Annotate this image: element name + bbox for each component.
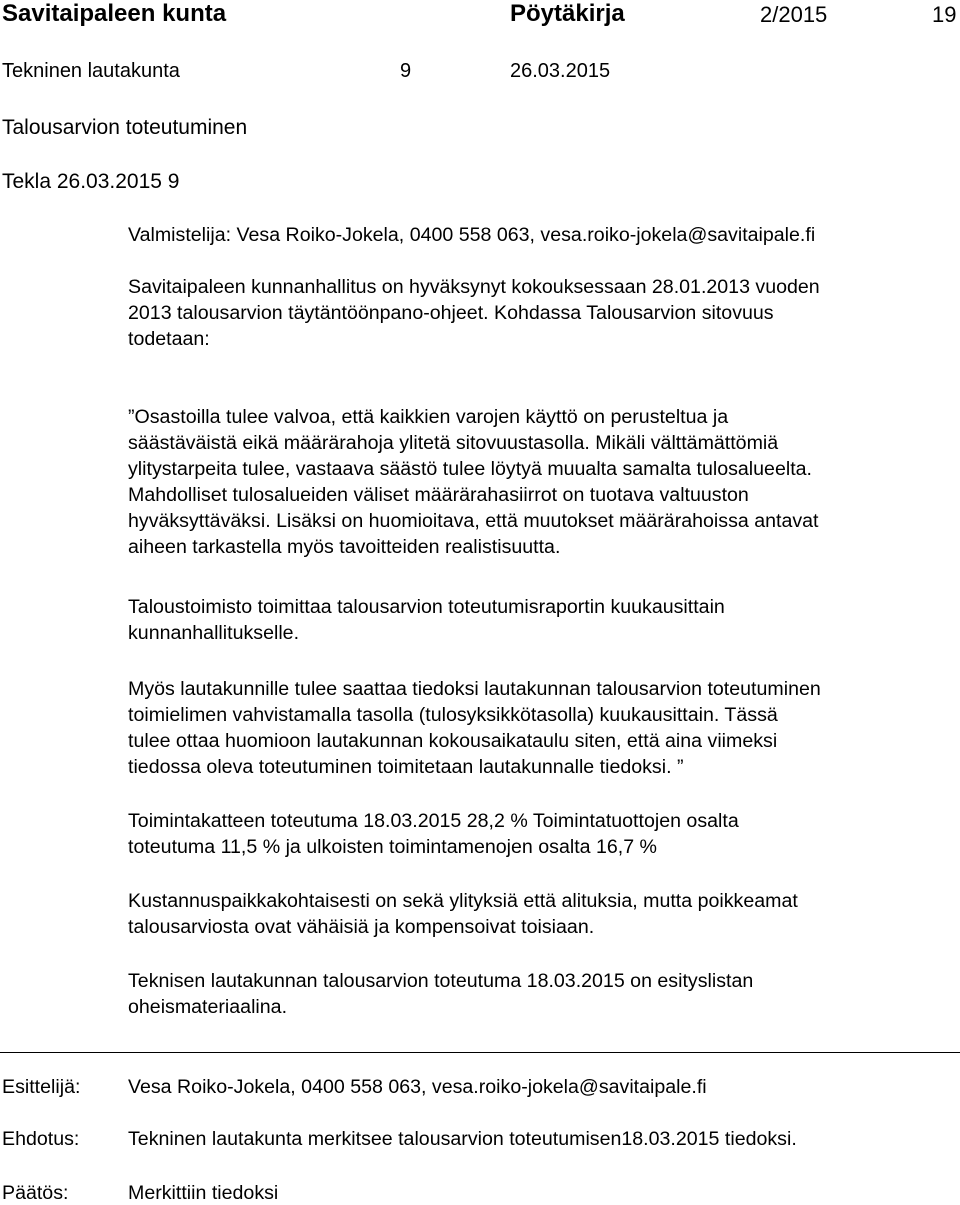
text-line: ”Osastoilla tulee valvoa, että kaikkien varojen käyttö on perusteltua ja <box>128 406 729 428</box>
text-line: Kustannuspaikkakohtaisesti on sekä ylityksiä että alituksia, mutta poikkeamat <box>128 890 798 912</box>
text-line: todetaan: <box>128 328 210 350</box>
decision-label: Päätös: <box>2 1182 69 1204</box>
footer-divider <box>0 1052 960 1053</box>
text-line: Toimintakatteen toteutuma 18.03.2015 28,2 % Toimintatuottojen osalta <box>128 810 739 832</box>
text-line: Teknisen lautakunnan talousarvion toteutuma 18.03.2015 on esityslistan <box>128 970 754 992</box>
document-number: 2/2015 <box>760 2 828 27</box>
preparer-line: Valmistelija: Vesa Roiko-Jokela, 0400 558 063, vesa.roiko-jokela@savitaipale.fi <box>128 224 816 246</box>
text-line: säästäväistä eikä määrärahoja ylitetä sitovuustasolla. Mikäli välttämättömiä <box>128 432 779 454</box>
text-line: hyväksyttäväksi. Lisäksi on huomioitava, että muutokset määrärahoissa antavat <box>128 510 819 532</box>
text-line: oheismateriaalina. <box>128 996 288 1018</box>
page-title: Talousarvion toteutuminen <box>2 116 248 139</box>
paragraph-cost-centers <box>128 888 958 940</box>
paragraph-finance-office <box>128 594 958 646</box>
meeting-reference: Tekla 26.03.2015 9 <box>2 170 180 193</box>
presenter-label: Esittelijä: <box>2 1076 81 1098</box>
meeting-date: 26.03.2015 <box>510 60 611 82</box>
text-line: talousarviosta ovat vähäisiä ja kompensoivat toisiaan. <box>128 916 595 938</box>
paragraph-committees <box>128 676 958 780</box>
text-line: Mahdolliset tulosalueiden väliset määrärahasiirrot on tuotava valtuuston <box>128 484 749 506</box>
document-type: Pöytäkirja <box>510 0 625 27</box>
quoted-guidelines <box>128 404 958 560</box>
paragraph-attachment <box>128 968 958 1020</box>
text-line: toteutuma 11,5 % ja ulkoisten toimintamenojen osalta 16,7 % <box>128 836 657 858</box>
paragraph-realization <box>128 808 958 860</box>
text-line: kunnanhallitukselle. <box>128 622 300 644</box>
presenter-value: Vesa Roiko-Jokela, 0400 558 063, vesa.roiko-jokela@savitaipale.fi <box>128 1076 707 1098</box>
text-line: ylitystarpeita tulee, vastaava säästö tulee löytyä muualta samalta tulosalueelta. <box>128 458 812 480</box>
text-line: aiheen tarkastella myös tavoitteiden realistisuutta. <box>128 536 561 558</box>
proposal-label: Ehdotus: <box>2 1128 80 1150</box>
text-line: tiedossa oleva toteutuminen toimitetaan lautakunnalle tiedoksi. ” <box>128 756 684 778</box>
text-line: Savitaipaleen kunnanhallitus on hyväksynyt kokouksessaan 28.01.2013 vuoden <box>128 276 820 298</box>
committee-name: Tekninen lautakunta <box>2 60 180 82</box>
section-number: 9 <box>400 60 412 82</box>
text-line: Myös lautakunnille tulee saattaa tiedoksi lautakunnan talousarvion toteutuminen <box>128 678 821 700</box>
decision-value: Merkittiin tiedoksi <box>128 1182 279 1204</box>
paragraph-intro <box>128 274 958 352</box>
text-line: Taloustoimisto toimittaa talousarvion toteutumisraportin kuukausittain <box>128 596 725 618</box>
proposal-value: Tekninen lautakunta merkitsee talousarvion toteutumisen18.03.2015 tiedoksi. <box>128 1128 797 1150</box>
text-line: toimielimen vahvistamalla tasolla (tulosyksikkötasolla) kuukausittain. Tässä <box>128 704 778 726</box>
text-line: tulee ottaa huomioon lautakunnan kokousaikataulu siten, että aina viimeksi <box>128 730 778 752</box>
text-line: 2013 talousarvion täytäntöönpano-ohjeet. Kohdassa Talousarvion sitovuus <box>128 302 774 324</box>
page-number: 19 <box>932 2 957 27</box>
organization-name: Savitaipaleen kunta <box>2 0 227 27</box>
